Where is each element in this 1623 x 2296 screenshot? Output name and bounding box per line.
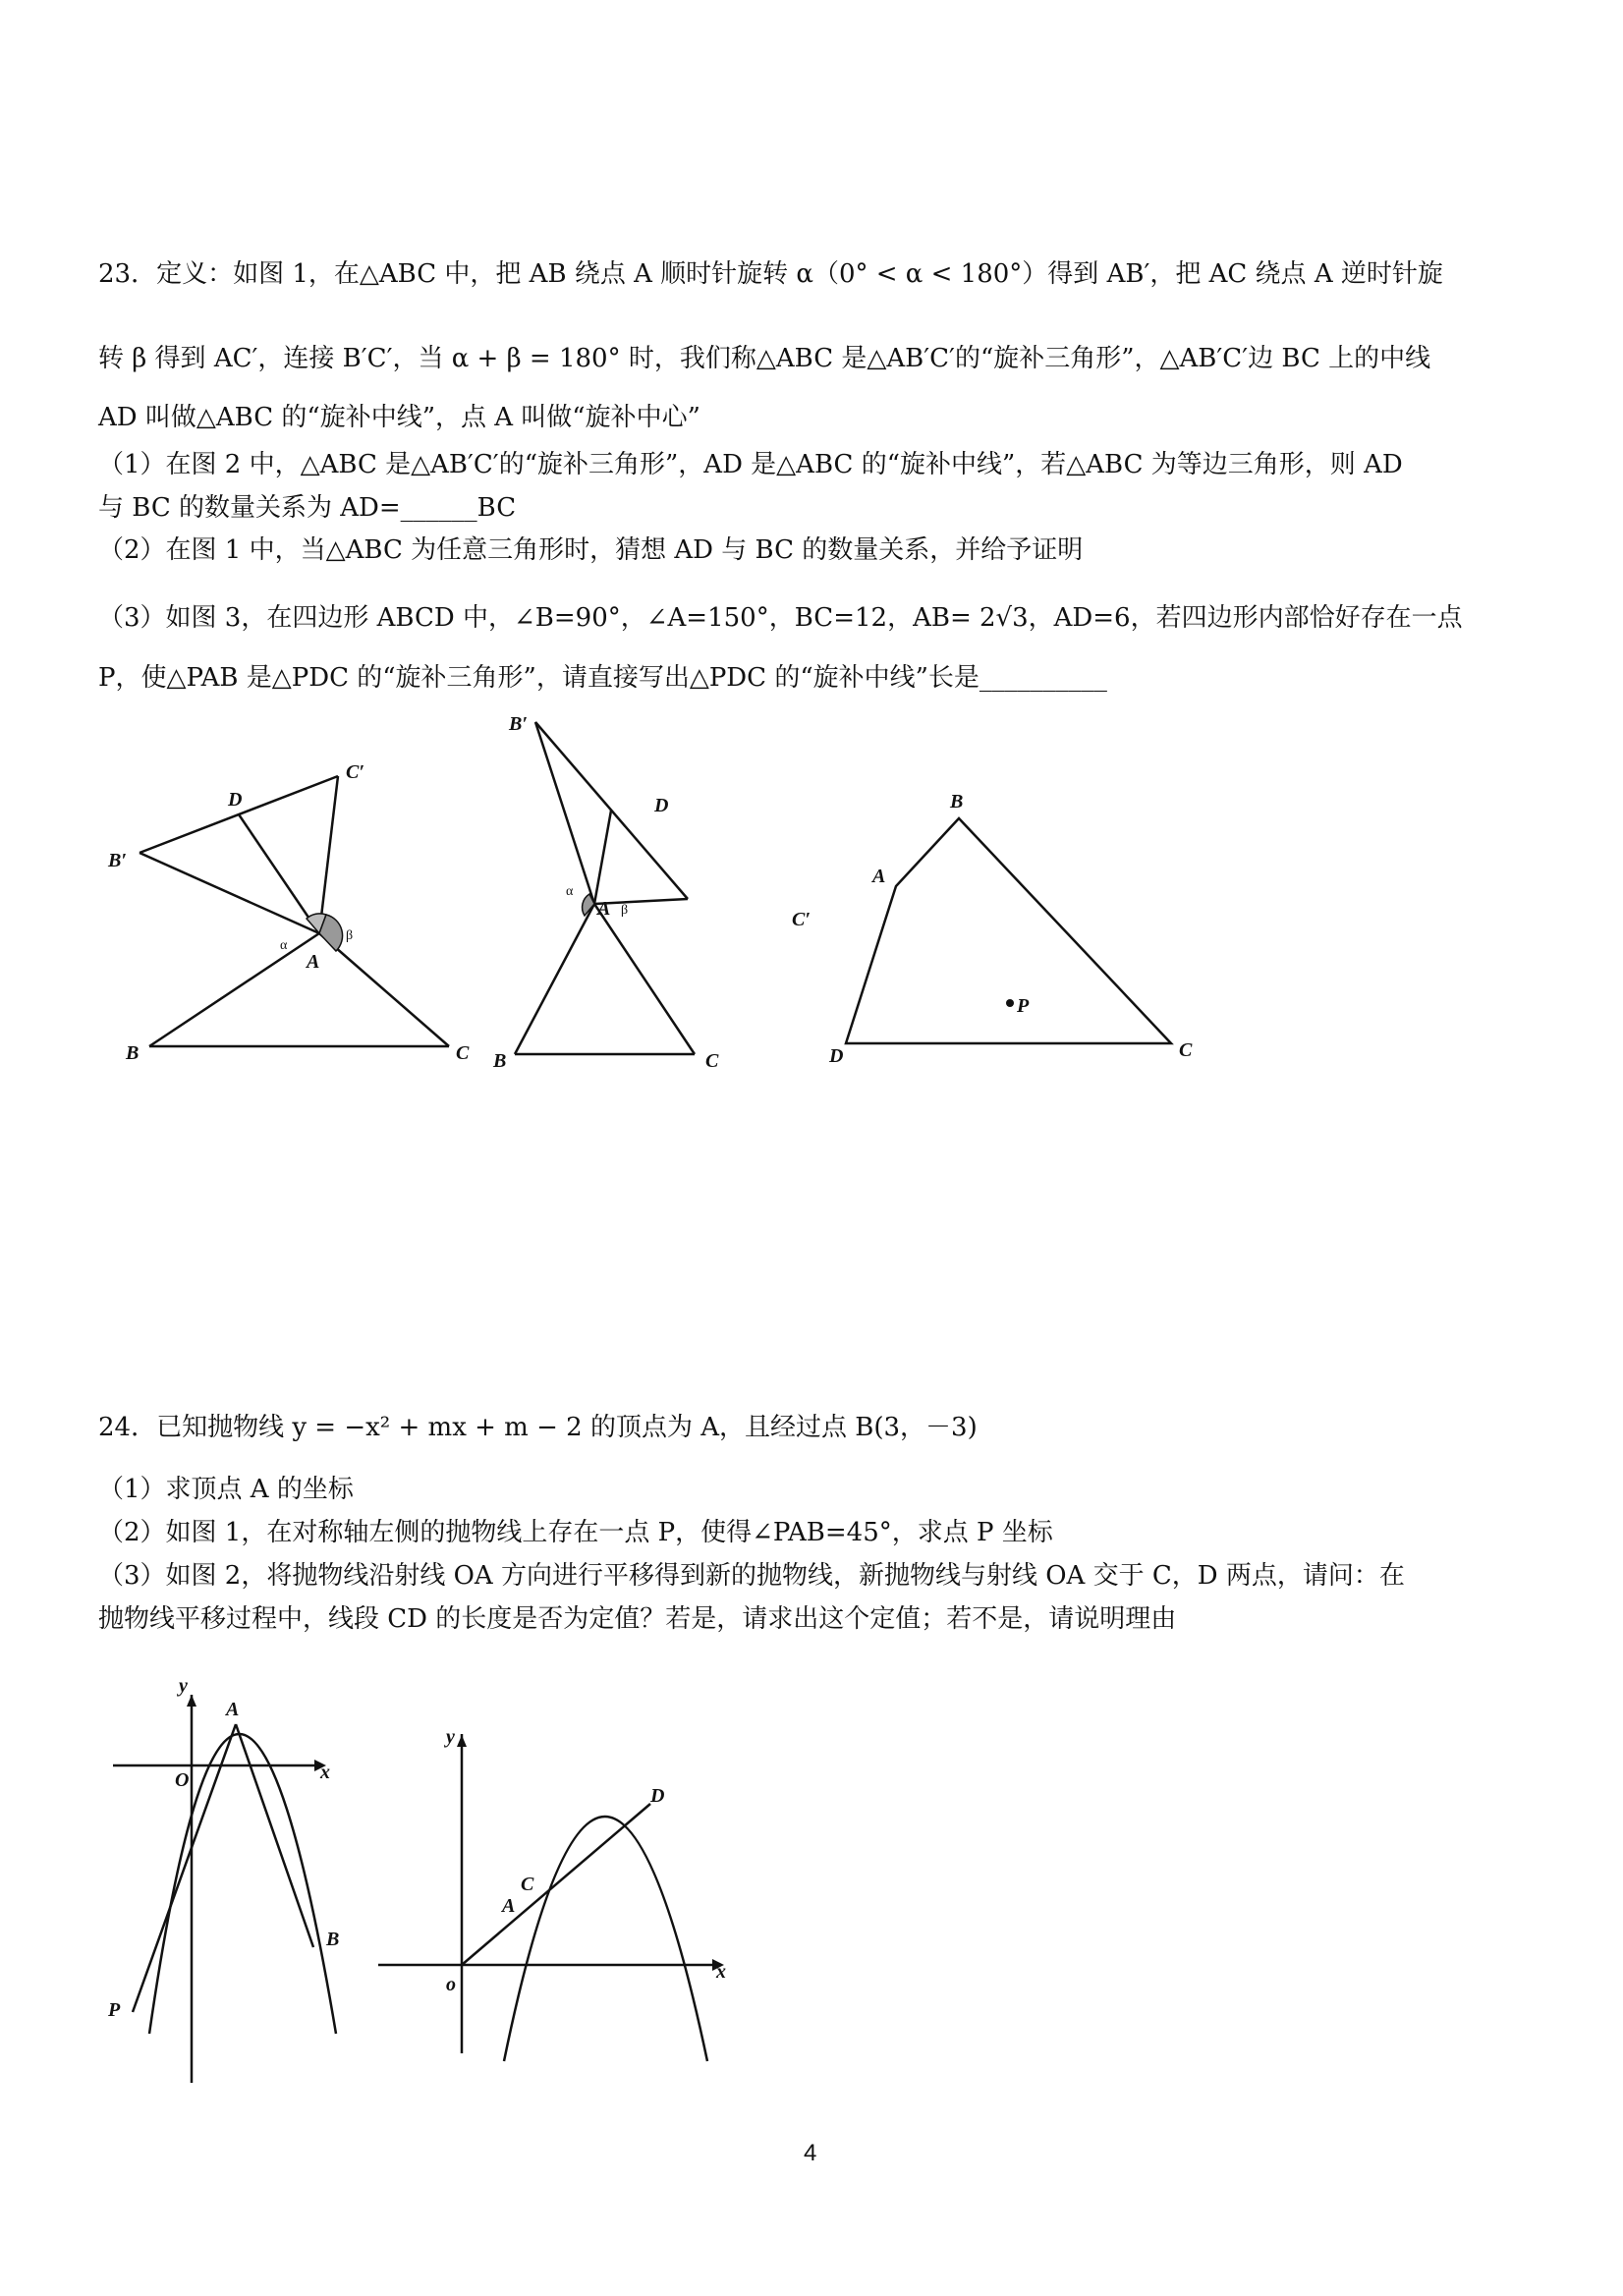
fig2-label-Cprime: C′ xyxy=(792,909,811,930)
page-number: 4 xyxy=(804,2140,817,2166)
fig5-label-x: x xyxy=(716,1961,726,1983)
q23-line-1: 23．定义：如图 1，在△ABC 中，把 AB 绕点 A 顺时针旋转 α（0° < α < 180°）得到 AB′，把 AC 绕点 A 逆时针旋 xyxy=(98,259,1443,289)
fig1-label-D: D xyxy=(228,789,243,811)
fig5-label-C: C xyxy=(521,1874,534,1895)
fig4-label-y: y xyxy=(179,1675,188,1697)
q23-line-8: P，使△PAB 是△PDC 的“旋补三角形”，请直接写出△PDC 的“旋补中线”长是__________ xyxy=(98,663,1107,693)
fig2-label-beta: β xyxy=(621,903,629,918)
q23-figure-2 xyxy=(481,707,835,1071)
q24-line-3: （2）如图 1，在对称轴左侧的抛物线上存在一点 P，使得∠PAB=45°，求点 P 坐标 xyxy=(98,1518,1053,1547)
fig3-label-B: B xyxy=(950,791,964,812)
q23-figure-1 xyxy=(98,747,491,1071)
q23-line-3: AD 叫做△ABC 的“旋补中线”，点 A 叫做“旋补中心” xyxy=(98,403,700,432)
fig4-label-P: P xyxy=(108,1999,121,2021)
fig2-label-B: B xyxy=(493,1050,507,1071)
fig2-label-Bprime: B′ xyxy=(509,713,528,735)
fig3-label-D: D xyxy=(829,1045,844,1067)
q23-figure-3 xyxy=(825,786,1228,1071)
q24-line-1: 24．已知抛物线 y = −x² + mx + m − 2 的顶点为 A，且经过点 B(3，－3) xyxy=(98,1413,978,1442)
q23-line-2: 转 β 得到 AC′，连接 B′C′，当 α + β = 180° 时，我们称△ABC 是△AB′C′的“旋补三角形”，△AB′C′边 BC 上的中线 xyxy=(98,344,1431,373)
fig1-label-B: B xyxy=(126,1042,140,1064)
fig1-label-Bprime: B′ xyxy=(108,850,127,871)
q23-line-4: （1）在图 2 中，△ABC 是△AB′C′的“旋补三角形”，AD 是△ABC 的“旋补中线”，若△ABC 为等边三角形，则 AD xyxy=(98,450,1403,479)
fig3-label-P: P xyxy=(1017,995,1030,1017)
fig5-label-D: D xyxy=(650,1785,665,1807)
q23-line-5: 与 BC 的数量关系为 AD=______BC xyxy=(98,493,517,523)
fig4-label-x: x xyxy=(320,1762,330,1783)
fig5-label-y: y xyxy=(446,1726,455,1748)
fig1-label-beta: β xyxy=(346,928,354,943)
fig3-label-C: C xyxy=(1179,1039,1193,1061)
fig2-label-C: C xyxy=(705,1050,719,1071)
fig4-label-B: B xyxy=(326,1929,340,1950)
fig3-label-A: A xyxy=(872,866,886,887)
fig1-label-A: A xyxy=(307,951,320,973)
q24-figure-2 xyxy=(373,1719,747,2073)
fig5-label-o: o xyxy=(446,1974,456,1995)
fig1-label-C: C xyxy=(456,1042,470,1064)
q24-figure-1 xyxy=(98,1670,373,2093)
fig1-label-alpha: α xyxy=(280,938,288,953)
fig4-label-A: A xyxy=(226,1699,240,1720)
fig2-label-alpha: α xyxy=(566,884,574,899)
q24-line-5: 抛物线平移过程中，线段 CD 的长度是否为定值？若是，请求出这个定值；若不是，请说明理由 xyxy=(98,1604,1177,1634)
fig2-label-D: D xyxy=(654,795,669,816)
q24-line-2: （1）求顶点 A 的坐标 xyxy=(98,1475,354,1504)
fig4-label-O: O xyxy=(175,1769,190,1791)
fig2-label-A: A xyxy=(597,898,611,920)
q23-line-6: （2）在图 1 中，当△ABC 为任意三角形时，猜想 AD 与 BC 的数量关系，并给予证明 xyxy=(98,535,1084,565)
fig1-label-Cprime: C′ xyxy=(346,761,364,783)
q24-line-4: （3）如图 2，将抛物线沿射线 OA 方向进行平移得到新的抛物线，新抛物线与射线 OA 交于 C，D 两点，请问：在 xyxy=(98,1561,1405,1591)
q23-line-7: （3）如图 3，在四边形 ABCD 中，∠B=90°，∠A=150°，BC=12，AB= 2√3，AD=6，若四边形内部恰好存在一点 xyxy=(98,603,1463,633)
fig3-point-P xyxy=(1006,999,1014,1007)
fig5-label-A: A xyxy=(502,1895,516,1917)
